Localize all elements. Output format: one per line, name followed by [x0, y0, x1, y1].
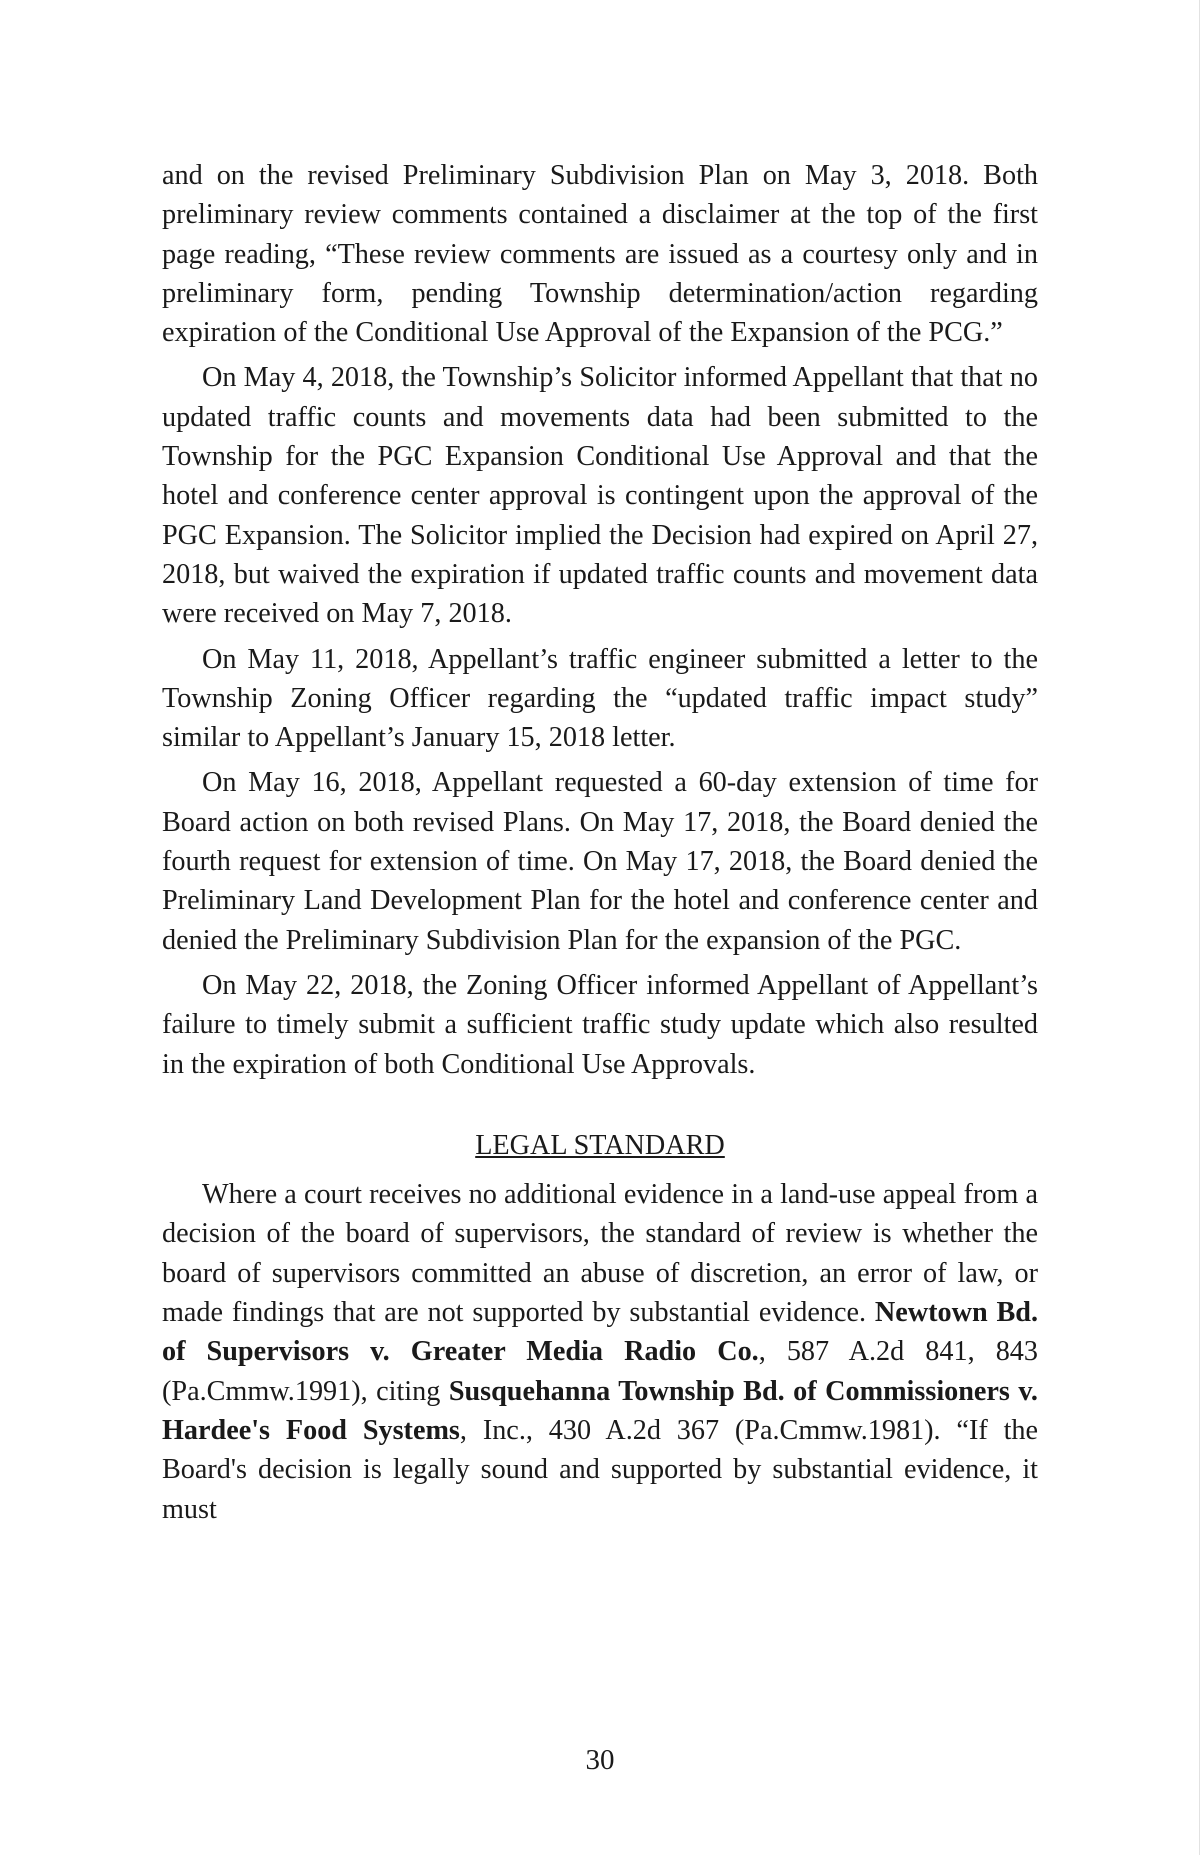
- paragraph-zoning-officer: On May 22, 2018, the Zoning Officer informed Appellant of Appellant’s failure to timely submit a sufficient traffic study update which also resulted in the expiration of both Conditional Use Approvals.: [162, 969, 1038, 1080]
- paragraph-continuation: and on the revised Preliminary Subdivision Plan on May 3, 2018. Both preliminary review comments contained a disclaimer at the top of the first page reading, “These review comments are issued as a courtesy only and in preliminary form, pending Township determination/action regarding expiration of the Conditional Use Approval of the Expansion of the PCG.”: [162, 160, 1038, 349]
- section-heading-legal-standard: LEGAL STANDARD: [475, 1129, 725, 1161]
- document-body: [162, 156, 1038, 1535]
- legal-text-2: , 587 A.2d 841, 843 (Pa.Cmmw.1991), citing: [162, 1336, 1038, 1407]
- case-citation-newtown: Newtown Bd. of Supervisors v. Greater Media Radio Co.: [162, 1297, 1038, 1368]
- paragraph-legal-standard: [162, 1175, 1038, 1529]
- page-number: 30: [585, 1744, 615, 1776]
- paragraph-traffic-engineer: On May 11, 2018, Appellant’s traffic engineer submitted a letter to the Township Zoning Officer regarding the “updated traffic impact study” similar to Appellant’s January 15, 2018 letter.: [162, 643, 1038, 754]
- paragraph-extension-request: On May 16, 2018, Appellant requested a 60-day extension of time for Board action on both revised Plans. On May 17, 2018, the Board denied the fourth request for extension of time. On May 17, 2018, the Board denied the Preliminary Land Development Plan for the hotel and conference center and denied the Preliminary Subdivision Plan for the expansion of the PGC.: [162, 767, 1038, 956]
- legal-text-1: Where a court receives no additional evidence in a land-use appeal from a decision of the board of supervisors, the standard of review is whether the board of supervisors committed an abuse of discretion, an error of law, or made findings that are not supported by substantial evidence.: [162, 1179, 1038, 1329]
- paragraph-solicitor: On May 4, 2018, the Township’s Solicitor informed Appellant that that no updated traffic counts and movements data had been submitted to the Township for the PGC Expansion Conditional Use Approval and that the hotel and conference center approval is contingent upon the approval of the PGC Expansion. The Solicitor implied the Decision had expired on April 27, 2018, but waived the expiration if updated traffic counts and movement data were received on May 7, 2018.: [162, 362, 1038, 630]
- legal-text-3: , Inc., 430 A.2d 367 (Pa.Cmmw.1981). “If the Board's decision is legally sound and supported by substantial evidence, it must: [162, 1414, 1039, 1525]
- case-citation-susquehanna: Susquehanna Township Bd. of Commissioners v. Hardee's Food Systems: [162, 1375, 1038, 1446]
